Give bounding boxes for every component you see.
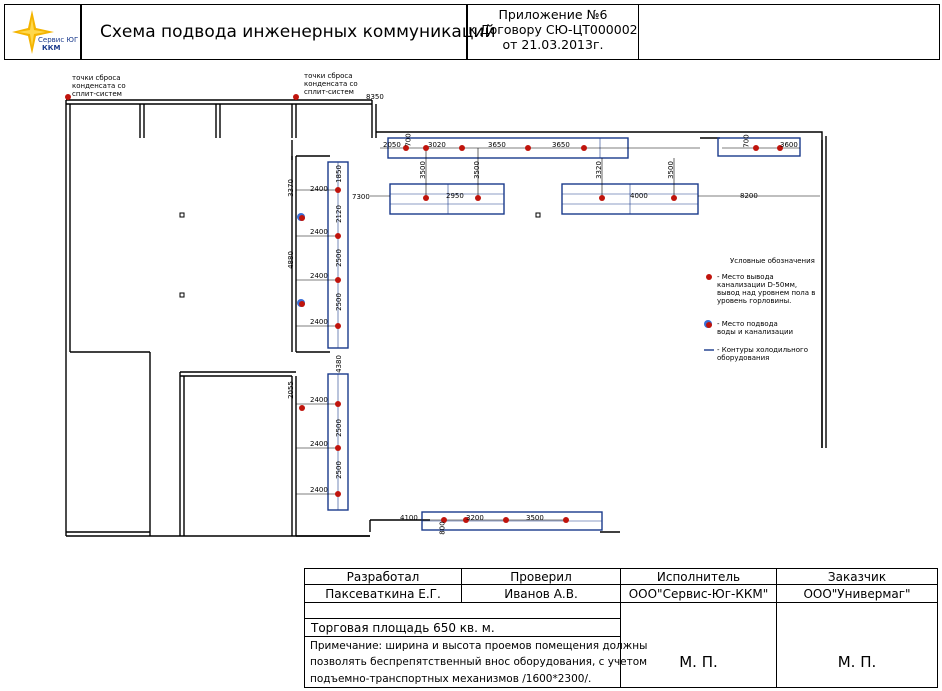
callout-mid-line2: конденсата со	[304, 80, 358, 88]
stamp-seal-executor: М. П.	[620, 602, 777, 688]
dim-label: 4000	[630, 192, 648, 200]
legend-title: Условные обозначения	[730, 257, 815, 265]
walls	[66, 100, 826, 536]
logo-text-line2: ККМ	[42, 44, 61, 52]
dim-label: 4100	[400, 514, 418, 522]
dim-label: 2400	[310, 228, 328, 236]
dim-label: 8200	[740, 192, 758, 200]
dim-label: 3500	[666, 161, 675, 179]
dim-label: 2400	[310, 396, 328, 404]
dim-label: 2400	[310, 272, 328, 280]
legend-drain-line2: канализации D-50мм,	[717, 281, 798, 289]
callout-left-line2: конденсата со	[72, 82, 126, 90]
dim-label: 2500	[334, 419, 343, 437]
dim-label: 4880	[286, 251, 295, 269]
columns	[180, 213, 540, 297]
dim-label: 3200	[466, 514, 484, 522]
stamp-note-line1: Примечание: ширина и высота проемов помещения должны	[310, 640, 648, 652]
dim-label: 3020	[428, 141, 446, 149]
legend-symbols	[704, 274, 714, 350]
dim-label: 4380	[334, 355, 343, 373]
dim-label: 7300	[352, 193, 370, 201]
stamp-name-checked: Иванов А.В.	[461, 584, 621, 603]
legend-item-supply	[717, 320, 793, 336]
dim-label: 800	[438, 521, 447, 535]
legend-supply-line1: - Место подвода	[717, 320, 778, 328]
dim-label: 2120	[334, 205, 343, 223]
legend-item-contour	[717, 346, 808, 362]
dim-label: 3370	[286, 179, 295, 197]
stamp-name-customer: ООО"Универмаг"	[776, 584, 938, 603]
dim-label: 3500	[526, 514, 544, 522]
logo-text-line1: Сервис ЮГ	[38, 36, 79, 44]
callout-mid-line3: сплит-систем	[304, 88, 354, 96]
dim-label: 3500	[418, 161, 427, 179]
dim-label: 700	[742, 134, 751, 148]
stamp-note-line3: подъемно-транспортных механизмов /1600*2300/.	[310, 673, 592, 685]
dim-label: 1850	[334, 165, 343, 183]
legend-drain-line4: уровень горловины.	[717, 297, 792, 305]
dim-label: 700	[404, 133, 413, 147]
stamp-header-developed: Разработал	[304, 568, 462, 585]
dimension-lines	[296, 100, 820, 520]
appendix-line1: Приложение №6	[498, 7, 608, 22]
legend-contour-line1: - Контуры холодильного	[717, 346, 808, 354]
legend-item-drain	[717, 273, 815, 305]
dim-label: 2950	[446, 192, 464, 200]
stamp-name-executor: ООО"Сервис-Юг-ККМ"	[620, 584, 777, 603]
page-title: Схема подвода инженерных коммуникаций	[100, 22, 496, 42]
callout-mid-line1: точки сброса	[304, 72, 353, 80]
callout-left-line3: сплит-систем	[72, 90, 122, 98]
dim-label: 2400	[310, 185, 328, 193]
legend-drain-line1: - Место вывода	[717, 273, 774, 281]
dim-label: 2055	[286, 381, 295, 399]
supply-points	[297, 213, 305, 307]
dim-label: 2400	[310, 486, 328, 494]
stamp-note-line2: позволять беспрепятственный внос оборудования, с учетом	[310, 656, 648, 668]
dim-label: 3500	[472, 161, 481, 179]
dim-label: 2500	[334, 461, 343, 479]
legend-supply-line2: воды и канализации	[717, 328, 794, 336]
dim-label: 2500	[334, 249, 343, 267]
stamp-name-developed: Паксеваткина Е.Г.	[304, 584, 462, 603]
callout-left-line1: точки сброса	[72, 74, 121, 82]
dim-label: 3650	[488, 141, 506, 149]
dim-label: 8350	[366, 93, 384, 101]
dim-label: 3600	[780, 141, 798, 149]
dim-label: 3320	[594, 161, 603, 179]
callout-mid	[304, 72, 358, 96]
callout-left	[72, 74, 126, 98]
dim-label: 2500	[334, 293, 343, 311]
stamp-seal-customer: М. П.	[776, 602, 938, 688]
dim-label: 2400	[310, 440, 328, 448]
legend-contour-line2: оборудования	[717, 354, 770, 362]
legend-drain-line3: вывод над уровнем пола в	[717, 289, 816, 297]
stamp-header-checked: Проверил	[461, 568, 621, 585]
stamp-header-executor: Исполнитель	[620, 568, 777, 585]
dim-label: 3650	[552, 141, 570, 149]
dim-label: 2050	[383, 141, 401, 149]
dim-label: 2400	[310, 318, 328, 326]
stamp-area: Торговая площадь 650 кв. м.	[304, 618, 621, 637]
stamp-header-customer: Заказчик	[776, 568, 938, 585]
appendix-line2: к Договору СЮ-ЦТ000002	[468, 22, 638, 37]
stamp-gap-row	[304, 602, 621, 619]
appendix-line3: от 21.03.2013г.	[502, 37, 604, 52]
